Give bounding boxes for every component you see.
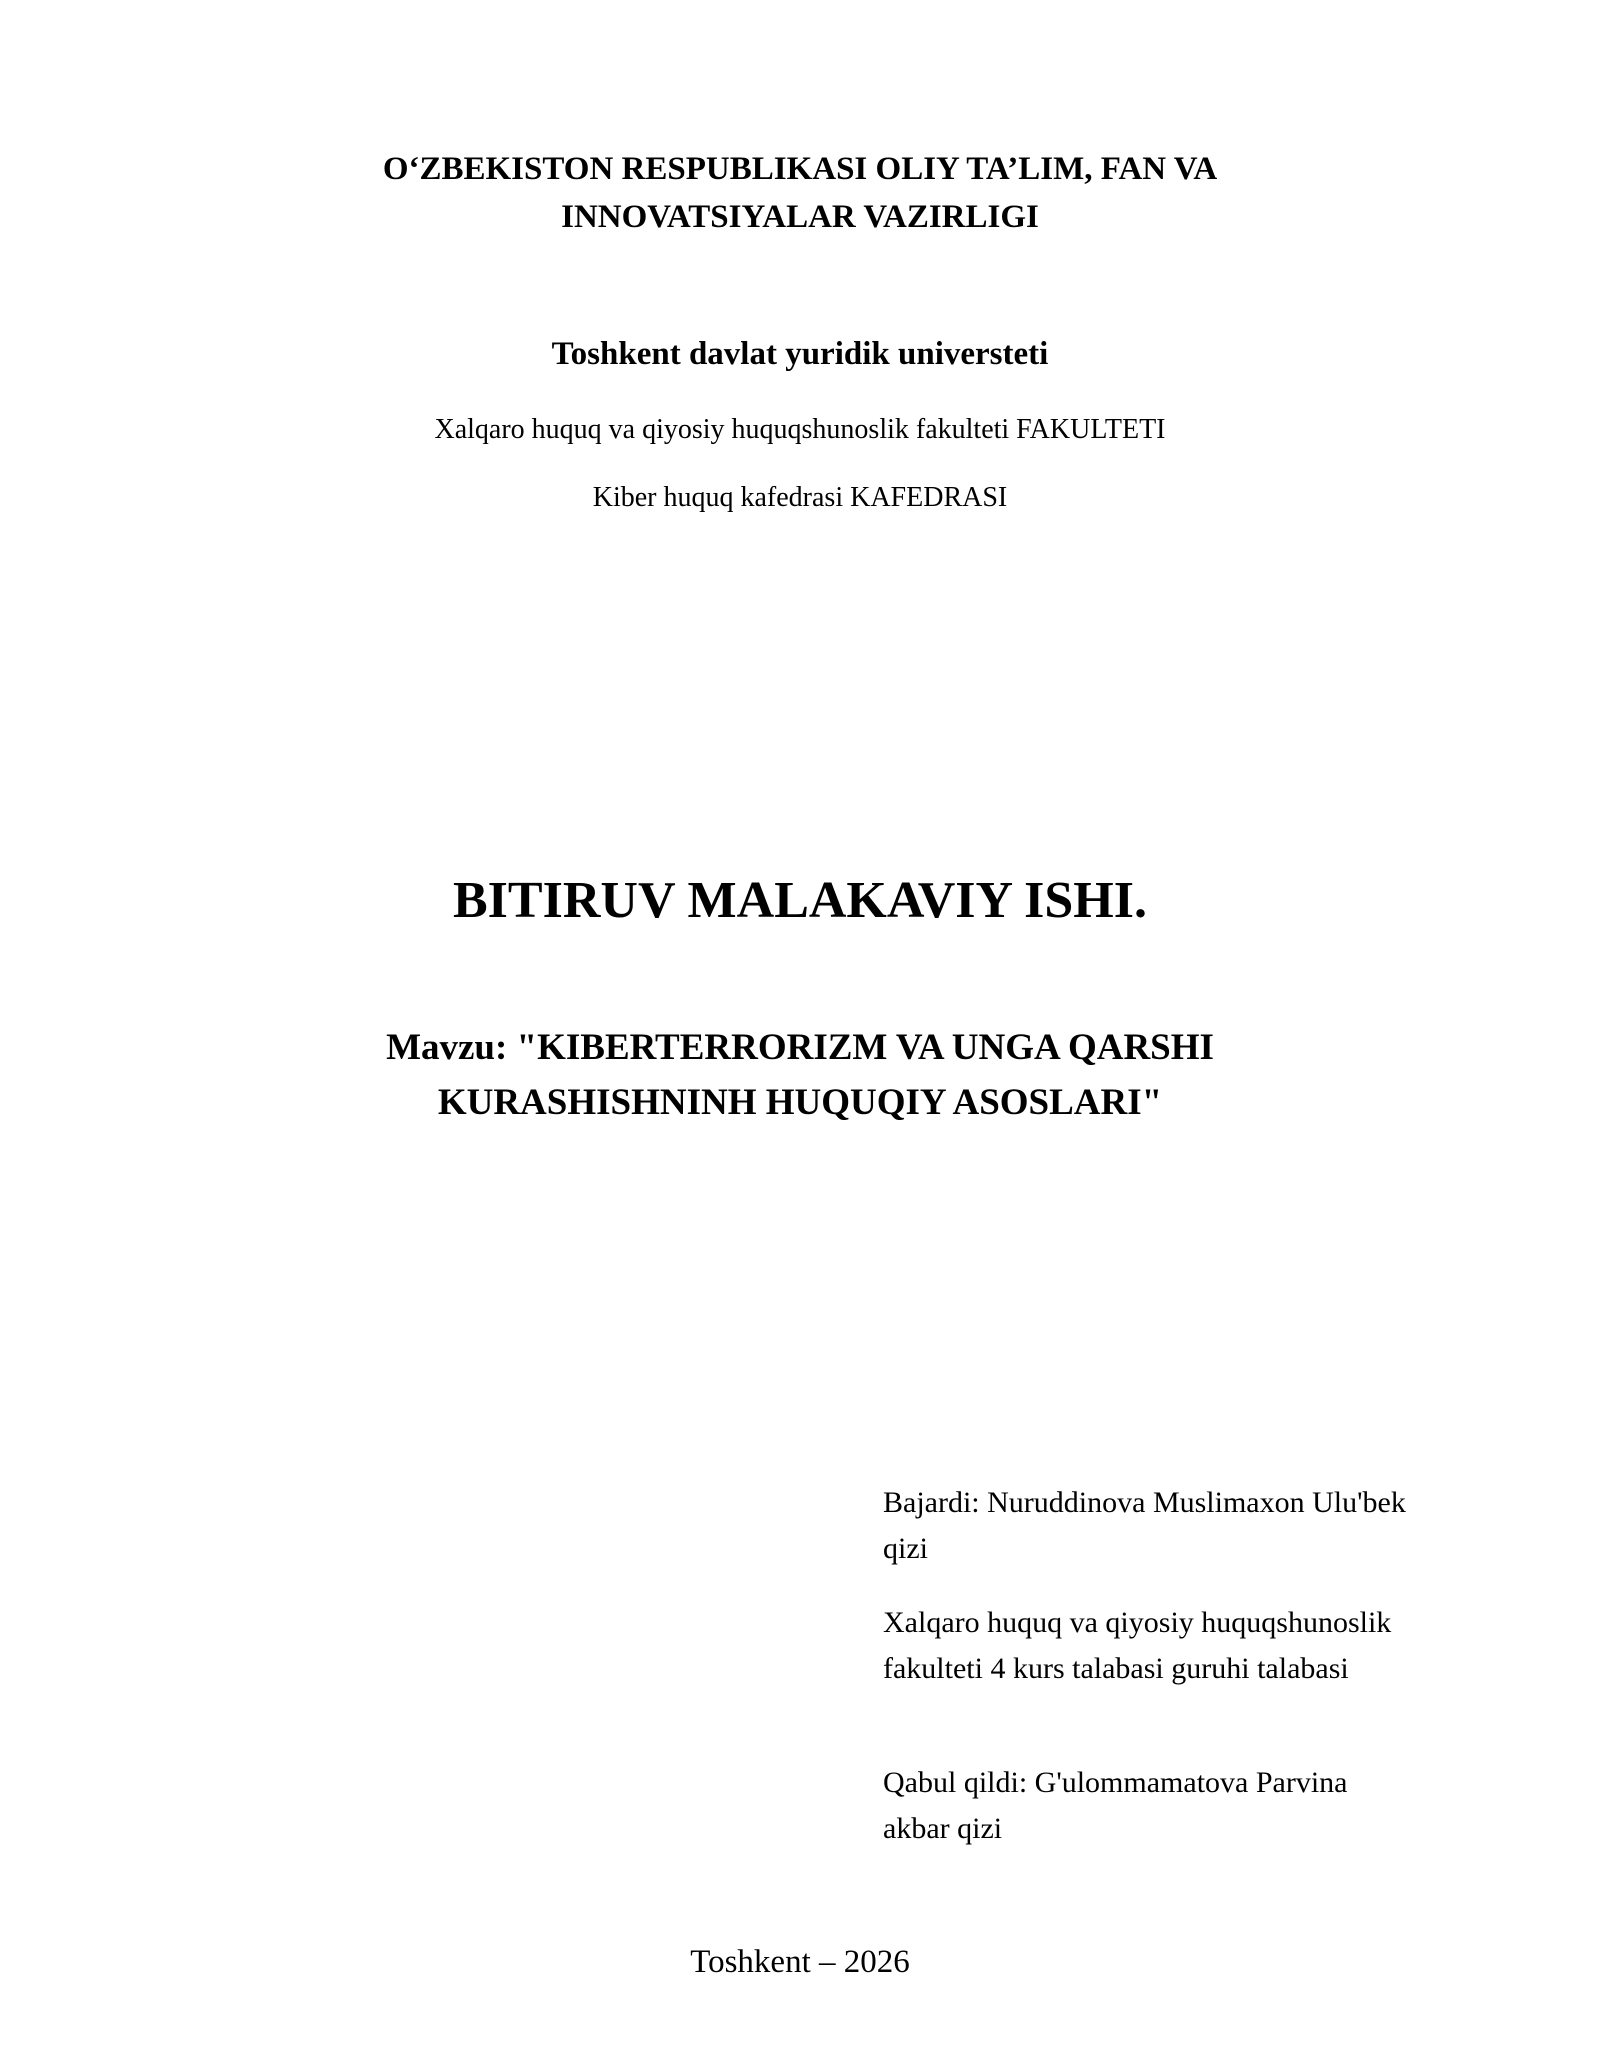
performer-block [883, 1480, 1523, 1572]
student-line-1: Xalqaro huquq va qiyosiy huquqshunoslik [883, 1606, 1392, 1639]
work-title: BITIRUV MALAKAVIY ISHI. [453, 872, 1147, 929]
ministry-line-1: O‘ZBEKISTON RESPUBLIKASI OLIY TA’LIM, FAN VA [382, 151, 1218, 187]
topic-heading [0, 1020, 1600, 1130]
university-name: Toshkent davlat yuridik universteti [551, 336, 1049, 372]
student-info-block [883, 1600, 1523, 1692]
ministry-heading [0, 145, 1600, 241]
department-name: Kiber huquq kafedrasi KAFEDRASI [592, 482, 1008, 513]
accepted-line-2: akbar qizi [883, 1812, 1003, 1845]
topic-line-2: KURASHISHNINH HUQUQIY ASOSLARI" [437, 1082, 1163, 1123]
faculty-name: Xalqaro huquq va qiyosiy huquqshunoslik fakulteti FAKULTETI [434, 414, 1166, 445]
student-line-2: fakulteti 4 kurs talabasi guruhi talabasi [883, 1652, 1349, 1685]
performer-line-1: Bajardi: Nuruddinova Muslimaxon Ulu'bek [883, 1486, 1406, 1519]
ministry-line-2: INNOVATSIYALAR VAZIRLIGI [561, 199, 1039, 235]
topic-line-1: Mavzu: "KIBERTERRORIZM VA UNGA QARSHI [386, 1027, 1214, 1068]
performer-line-2: qizi [883, 1532, 928, 1565]
accepted-by-block [883, 1760, 1523, 1852]
place-and-year: Toshkent – 2026 [690, 1944, 910, 1980]
accepted-line-1: Qabul qildi: G'ulommamatova Parvina [883, 1766, 1348, 1799]
